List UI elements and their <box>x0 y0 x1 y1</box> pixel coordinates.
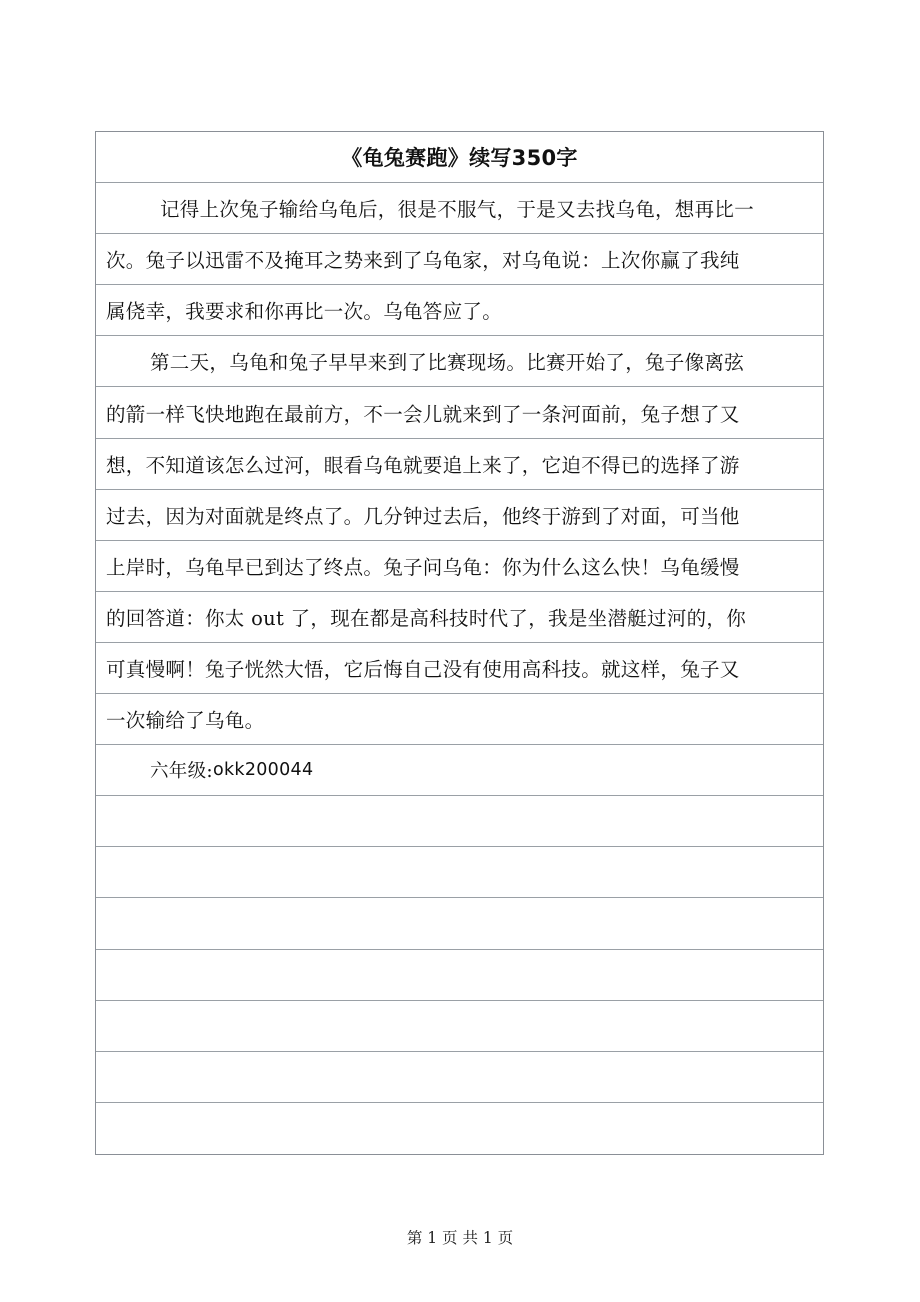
essay-line: 可真慢啊！兔子恍然大悟，它后悔自己没有使用高科技。就这样，兔子又 <box>96 643 823 694</box>
essay-line: 的回答道：你太 out 了，现在都是高科技时代了，我是坐潜艇过河的，你 <box>96 592 823 643</box>
essay-line: 第二天，乌龟和兔子早早来到了比赛现场。比赛开始了，兔子像离弦 <box>96 336 823 387</box>
essay-line: 想，不知道该怎么过河，眼看乌龟就要追上来了，它迫不得已的选择了游 <box>96 439 823 490</box>
essay-line: 记得上次兔子输给乌龟后，很是不服气，于是又去找乌龟，想再比一 <box>96 183 823 234</box>
author-tag-prefix: 六年级: <box>150 761 213 783</box>
blank-line <box>96 1052 823 1103</box>
essay-line: 上岸时，乌龟早已到达了终点。兔子问乌龟：你为什么这么快！乌龟缓慢 <box>96 541 823 592</box>
blank-line <box>96 1103 823 1154</box>
essay-line: 属侥幸，我要求和你再比一次。乌龟答应了。 <box>96 285 823 336</box>
essay-title: 《龟兔赛跑》续写350字 <box>96 132 823 183</box>
essay-sheet <box>95 131 824 1155</box>
author-tag <box>96 745 823 796</box>
author-tag-id: okk200044 <box>212 760 314 781</box>
blank-line <box>96 847 823 898</box>
essay-line: 一次输给了乌龟。 <box>96 694 823 745</box>
blank-line <box>96 950 823 1001</box>
essay-line: 次。兔子以迅雷不及掩耳之势来到了乌龟家，对乌龟说：上次你赢了我纯 <box>96 234 823 285</box>
blank-line <box>96 898 823 949</box>
blank-line <box>96 1001 823 1052</box>
essay-line: 过去，因为对面就是终点了。几分钟过去后，他终于游到了对面，可当他 <box>96 490 823 541</box>
page-number-footer: 第 1 页 共 1 页 <box>406 1229 514 1247</box>
blank-line <box>96 796 823 847</box>
essay-line: 的箭一样飞快地跑在最前方，不一会儿就来到了一条河面前，兔子想了又 <box>96 387 823 438</box>
